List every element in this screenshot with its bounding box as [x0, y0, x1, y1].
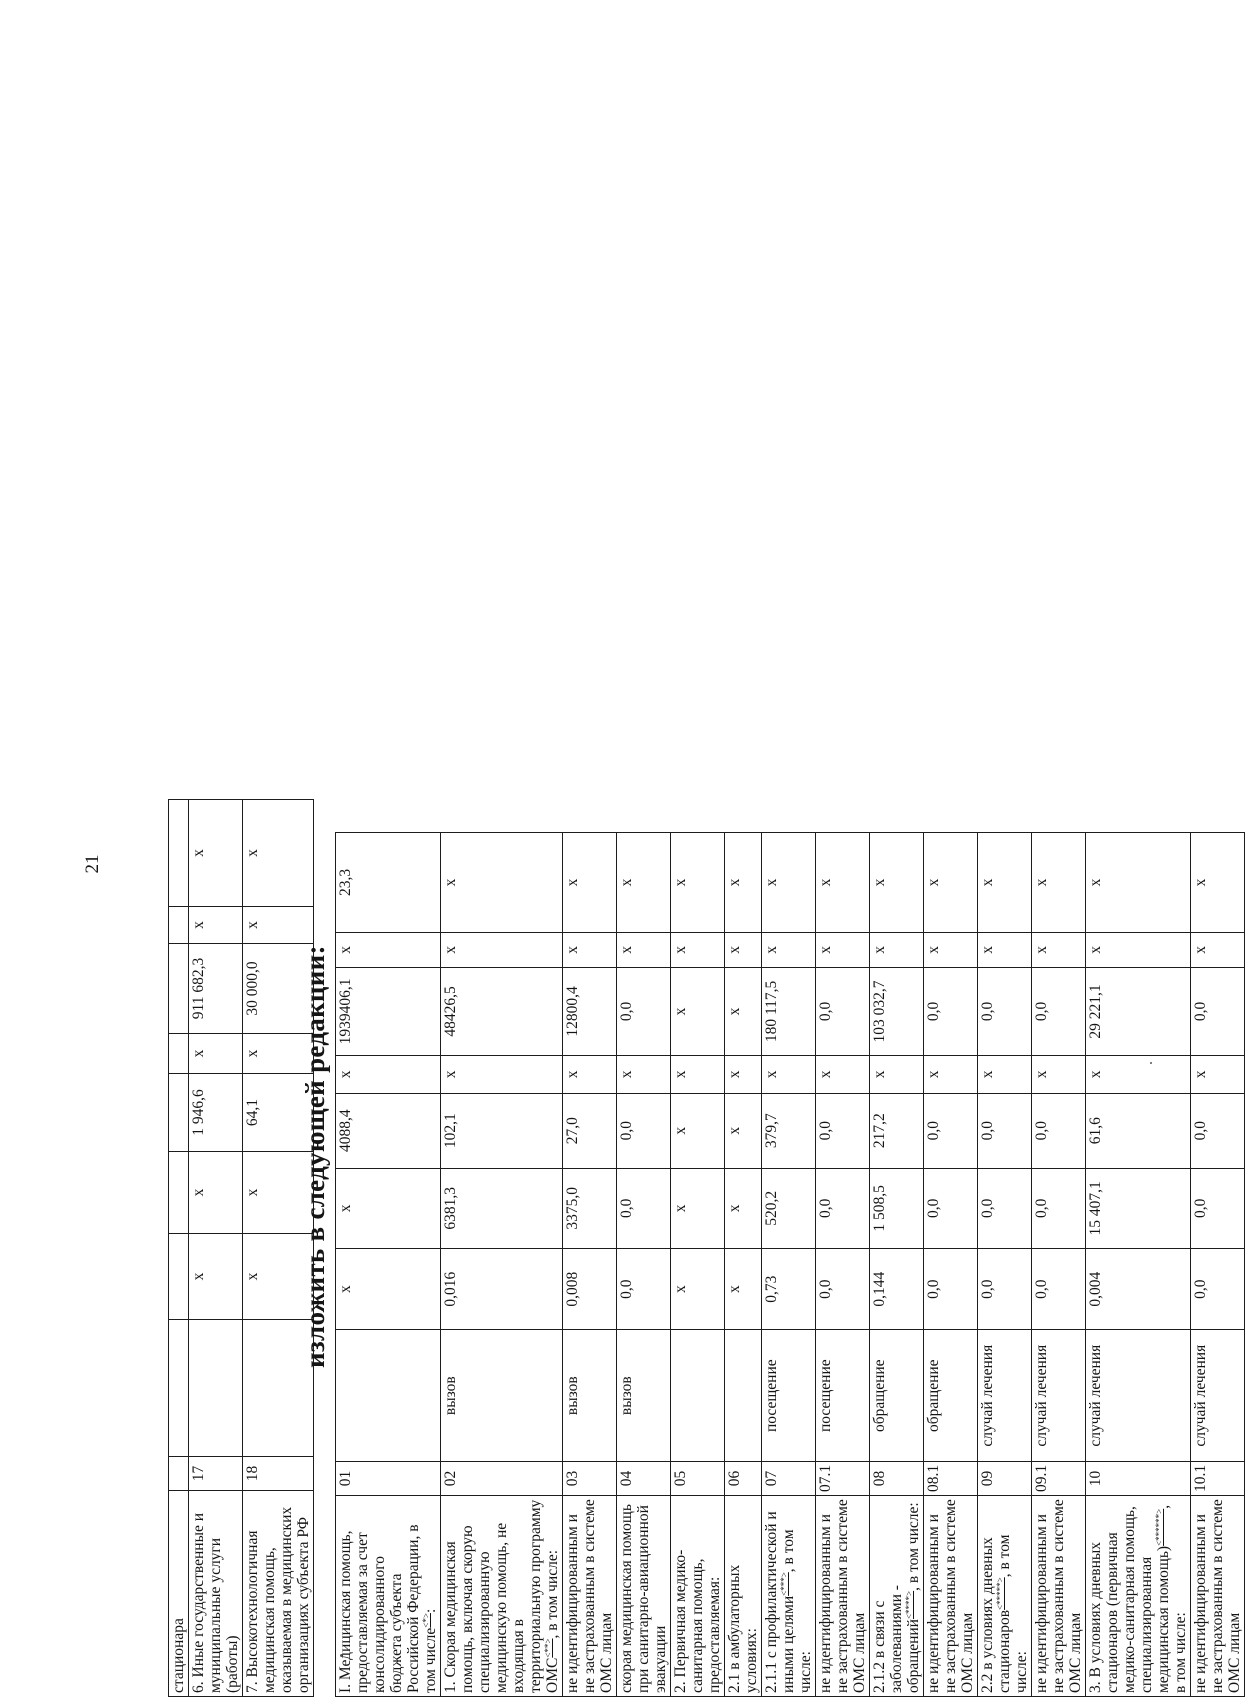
cost-value: 520,2: [762, 1168, 816, 1248]
row-unit: вызов: [563, 1330, 617, 1461]
table-row: [725, 833, 762, 1697]
per-capita-oms: х: [924, 1056, 978, 1094]
row-name: [870, 1496, 924, 1697]
row-name: [1032, 1496, 1086, 1697]
cost-value: 0,0: [924, 1168, 978, 1248]
cost-value: 0,0: [1191, 1168, 1245, 1248]
norm-value: 0,144: [870, 1248, 924, 1330]
row-unit: [189, 1320, 243, 1457]
cost-value: 6381,3: [441, 1168, 563, 1248]
row-name: [671, 1496, 725, 1697]
percent-value: 23,3: [336, 833, 441, 933]
norm-value: х: [725, 1248, 762, 1330]
row-code: 17: [189, 1457, 243, 1491]
row-name-text: не идентифицированным и не застрахованным в системе ОМС лицам: [817, 1499, 868, 1693]
row-code: 01: [336, 1461, 441, 1495]
per-capita-budget: 217,2: [870, 1093, 924, 1168]
total-oms: х: [1191, 932, 1245, 967]
norm-value: 0,0: [1191, 1248, 1245, 1330]
norm-value: 0,016: [441, 1248, 563, 1330]
footnote-ref: <***>: [778, 1572, 789, 1596]
row-name-text: 1. Скорая медицинская помощь, включая скорую специализированную медицинскую помощь, не входящая в территориальную программу ОМС: [442, 1499, 561, 1693]
per-capita-budget: 61,6: [1086, 1093, 1191, 1168]
top-table-rotated: [168, 799, 314, 1697]
table-row: [563, 833, 617, 1697]
per-capita-budget: 0,0: [816, 1093, 870, 1168]
percent-value: х: [1032, 833, 1086, 933]
norm-value: [169, 1234, 189, 1320]
table-row: [924, 833, 978, 1697]
row-name-text: 2.1.1 с профилактической и иными целями: [763, 1511, 797, 1693]
percent-value: х: [725, 833, 762, 933]
percent-value: х: [870, 833, 924, 933]
total-oms: х: [671, 932, 725, 967]
per-capita-oms: х: [617, 1056, 671, 1094]
row-code: 04: [617, 1461, 671, 1495]
main-table: [335, 832, 1245, 1697]
per-capita-oms: х: [1086, 1056, 1191, 1094]
row-name-text: не идентифицированным и не застрахованным в системе ОМС лицам: [564, 1499, 615, 1693]
per-capita-budget: х: [725, 1093, 762, 1168]
total-budget: х: [671, 967, 725, 1055]
total-oms: х: [978, 932, 1032, 967]
row-code: 03: [563, 1461, 617, 1495]
total-budget: 0,0: [617, 967, 671, 1055]
row-name-text: 2.1 в амбулаторных условиях:: [726, 1564, 760, 1693]
total-budget: 1939406,1: [336, 967, 441, 1055]
per-capita-budget: х: [671, 1093, 725, 1168]
cost-value: 0,0: [816, 1168, 870, 1248]
total-budget: 12800,4: [563, 967, 617, 1055]
total-budget: 0,0: [816, 967, 870, 1055]
row-code: 09: [978, 1461, 1032, 1495]
row-name: [924, 1496, 978, 1697]
table-row: [1086, 833, 1191, 1697]
cost-value: х: [189, 1152, 243, 1234]
cost-value: х: [725, 1168, 762, 1248]
percent-value: х: [189, 800, 243, 907]
total-oms: х: [617, 932, 671, 967]
row-name: [336, 1496, 441, 1697]
footnote-ref: <*>: [420, 1613, 431, 1628]
total-budget: 0,0: [1032, 967, 1086, 1055]
cost-value: [169, 1152, 189, 1234]
row-code: 07: [762, 1461, 816, 1495]
table-row: [978, 833, 1032, 1697]
percent-value: х: [1191, 833, 1245, 933]
per-capita-oms: х: [189, 1034, 243, 1074]
table-row: [1032, 833, 1086, 1697]
row-code: [169, 1457, 189, 1491]
percent-value: х: [924, 833, 978, 933]
row-code: 09.1: [1032, 1461, 1086, 1495]
row-code: 05: [671, 1461, 725, 1495]
percent-value: х: [671, 833, 725, 933]
per-capita-oms: х: [671, 1056, 725, 1094]
percent-value: х: [243, 800, 314, 907]
total-oms: х: [924, 932, 978, 967]
row-code: 10.1: [1191, 1461, 1245, 1495]
row-unit: обращение: [870, 1330, 924, 1461]
row-name: [978, 1496, 1032, 1697]
row-unit: посещение: [816, 1330, 870, 1461]
row-unit: случай лечения: [1086, 1330, 1191, 1461]
row-name: [441, 1496, 563, 1697]
total-oms: х: [441, 932, 563, 967]
row-name: [243, 1491, 314, 1697]
footnote-ref: <*****>: [994, 1577, 1005, 1610]
row-name-text: 7. Высокотехнологичная медицинская помощь, оказываемая в медицинских организациях субъекта РФ: [244, 1506, 312, 1693]
percent-value: х: [816, 833, 870, 933]
row-name: [563, 1496, 617, 1697]
row-code: 18: [243, 1457, 314, 1491]
row-code: 07.1: [816, 1461, 870, 1495]
row-name-text: 3. В условиях дневных стационаров (первичная медико-санитарная помощь, специализированная медицинская помощь): [1087, 1506, 1172, 1693]
per-capita-oms: х: [243, 1034, 314, 1074]
row-name: [725, 1496, 762, 1697]
per-capita-budget: 64,1: [243, 1074, 314, 1152]
row-unit: случай лечения: [1191, 1330, 1245, 1461]
row-name: [1191, 1496, 1245, 1697]
total-oms: х: [1032, 932, 1086, 967]
row-unit: посещение: [762, 1330, 816, 1461]
row-unit: вызов: [441, 1330, 563, 1461]
row-name-text: I. Медицинская помощь, предоставляемая за счет консолидированного бюджета субъекта Российской Федерации, в том числе: [337, 1524, 439, 1693]
norm-value: 0,0: [924, 1248, 978, 1330]
row-unit: [336, 1330, 441, 1461]
row-code: 06: [725, 1461, 762, 1495]
per-capita-budget: 1 946,6: [189, 1074, 243, 1152]
per-capita-oms: х: [336, 1056, 441, 1094]
row-name-suffix: , в том числе:: [996, 1534, 1030, 1693]
percent-value: х: [441, 833, 563, 933]
row-name-text: не идентифицированным и не застрахованным в системе ОМС лицам: [1033, 1499, 1084, 1693]
norm-value: 0,0: [816, 1248, 870, 1330]
per-capita-oms: [169, 1034, 189, 1074]
percent-value: х: [978, 833, 1032, 933]
total-oms: [169, 907, 189, 944]
total-budget: [169, 944, 189, 1034]
continuation-table: [168, 799, 314, 1697]
table-row: [671, 833, 725, 1697]
row-name: [762, 1496, 816, 1697]
row-name-text: не идентифицированным и не застрахованным в системе ОМС лицам: [925, 1499, 976, 1693]
cost-value: 1 508,5: [870, 1168, 924, 1248]
row-name-text: 2.2 в условиях дневных стационаров: [979, 1537, 1013, 1693]
norm-value: 0,0: [617, 1248, 671, 1330]
total-oms: х: [189, 907, 243, 944]
per-capita-budget: 4088,4: [336, 1093, 441, 1168]
cost-value: 0,0: [978, 1168, 1032, 1248]
total-oms: х: [816, 932, 870, 967]
table-row: [762, 833, 816, 1697]
norm-value: 0,73: [762, 1248, 816, 1330]
norm-value: 0,004: [1086, 1248, 1191, 1330]
total-budget: 103 032,7: [870, 967, 924, 1055]
row-name-suffix: , в том числе:: [1155, 1504, 1189, 1693]
row-name-suffix: :: [422, 1608, 439, 1614]
cost-value: х: [243, 1152, 314, 1234]
per-capita-oms: х: [1191, 1056, 1245, 1094]
per-capita-oms: х: [441, 1056, 563, 1094]
total-budget: 180 117,5: [762, 967, 816, 1055]
row-name-text: стационара: [170, 1618, 187, 1693]
row-unit: [169, 1320, 189, 1457]
total-budget: х: [725, 967, 762, 1055]
per-capita-oms: х: [870, 1056, 924, 1094]
per-capita-oms: х: [762, 1056, 816, 1094]
per-capita-oms: х: [816, 1056, 870, 1094]
total-budget: 0,0: [978, 967, 1032, 1055]
norm-value: х: [243, 1234, 314, 1320]
row-unit: [671, 1330, 725, 1461]
total-oms: х: [336, 932, 441, 967]
per-capita-oms: х: [725, 1056, 762, 1094]
table-row: [816, 833, 870, 1697]
row-name-text: 2. Первичная медико-санитарная помощь, предоставляемая:: [672, 1549, 723, 1693]
main-table-rotated: [335, 832, 1245, 1697]
norm-value: х: [336, 1248, 441, 1330]
percent-value: [169, 800, 189, 907]
row-name-suffix: , в том числе:: [780, 1529, 814, 1693]
cost-value: 15 407,1: [1086, 1168, 1191, 1248]
row-code: 08: [870, 1461, 924, 1495]
table-row: [189, 800, 243, 1697]
per-capita-budget: 0,0: [978, 1093, 1032, 1168]
total-budget: 0,0: [924, 967, 978, 1055]
row-code: 02: [441, 1461, 563, 1495]
per-capita-budget: 102,1: [441, 1093, 563, 1168]
table-row: [336, 833, 441, 1697]
row-name: [169, 1491, 189, 1697]
row-code: 10: [1086, 1461, 1191, 1495]
footnote-ref: <**>: [542, 1638, 553, 1658]
row-unit: случай лечения: [978, 1330, 1032, 1461]
total-budget: 911 682,3: [189, 944, 243, 1034]
table-row: [1191, 833, 1245, 1697]
row-unit: [725, 1330, 762, 1461]
per-capita-budget: 0,0: [924, 1093, 978, 1168]
percent-value: х: [762, 833, 816, 933]
row-unit: вызов: [617, 1330, 671, 1461]
page-number: 21: [82, 854, 103, 874]
row-name-text: 2.1.2 в связи с заболеваниями - обращений: [871, 1585, 922, 1693]
per-capita-budget: 0,0: [1032, 1093, 1086, 1168]
total-oms: х: [243, 907, 314, 944]
cost-value: х: [671, 1168, 725, 1248]
norm-value: 0,0: [978, 1248, 1032, 1330]
per-capita-budget: 0,0: [1191, 1093, 1245, 1168]
table-row: [169, 800, 189, 1697]
footnote-ref: <******>: [1153, 1508, 1164, 1546]
total-oms: х: [1086, 932, 1191, 967]
per-capita-budget: 0,0: [617, 1093, 671, 1168]
percent-value: х: [1086, 833, 1191, 933]
row-name: [189, 1491, 243, 1697]
table-row: [441, 833, 563, 1697]
total-oms: х: [870, 932, 924, 967]
total-oms: х: [725, 932, 762, 967]
table-row: [870, 833, 924, 1697]
per-capita-oms: х: [978, 1056, 1032, 1094]
row-name: [816, 1496, 870, 1697]
per-capita-oms: х: [1032, 1056, 1086, 1094]
total-oms: х: [563, 932, 617, 967]
total-budget: 0,0: [1191, 967, 1245, 1055]
row-name-text: скорая медицинская помощь при санитарно-авиационной эвакуации: [618, 1504, 669, 1693]
percent-value: х: [617, 833, 671, 933]
per-capita-budget: [169, 1074, 189, 1152]
total-budget: 29 221,1: [1086, 967, 1191, 1055]
cost-value: 3375,0: [563, 1168, 617, 1248]
row-name-text: 6. Иные государственные и муниципальные услуги (работы): [190, 1512, 241, 1693]
per-capita-oms: х: [563, 1056, 617, 1094]
row-unit: обращение: [924, 1330, 978, 1461]
norm-value: х: [189, 1234, 243, 1320]
per-capita-budget: 27,0: [563, 1093, 617, 1168]
total-budget: 48426,5: [441, 967, 563, 1055]
norm-value: х: [671, 1248, 725, 1330]
row-name: [1086, 1496, 1191, 1697]
table-row: [617, 833, 671, 1697]
footnote-ref: <****>: [903, 1590, 914, 1620]
row-name-text: не идентифицированным и не застрахованным в системе ОМС лицам: [1192, 1499, 1243, 1693]
row-code: 08.1: [924, 1461, 978, 1495]
row-name-suffix: , в том числе:: [905, 1502, 922, 1591]
norm-value: 0,0: [1032, 1248, 1086, 1330]
row-unit: случай лечения: [1032, 1330, 1086, 1461]
total-oms: х: [762, 932, 816, 967]
norm-value: 0,008: [563, 1248, 617, 1330]
row-name-suffix: , в том числе:: [544, 1549, 561, 1639]
section-heading: изложить в следующей редакции:: [300, 945, 330, 1368]
cost-value: 0,0: [617, 1168, 671, 1248]
percent-value: х: [563, 833, 617, 933]
cost-value: 0,0: [1032, 1168, 1086, 1248]
row-name: [617, 1496, 671, 1697]
total-budget: 30 000,0: [243, 944, 314, 1034]
per-capita-budget: 379,7: [762, 1093, 816, 1168]
cost-value: х: [336, 1168, 441, 1248]
